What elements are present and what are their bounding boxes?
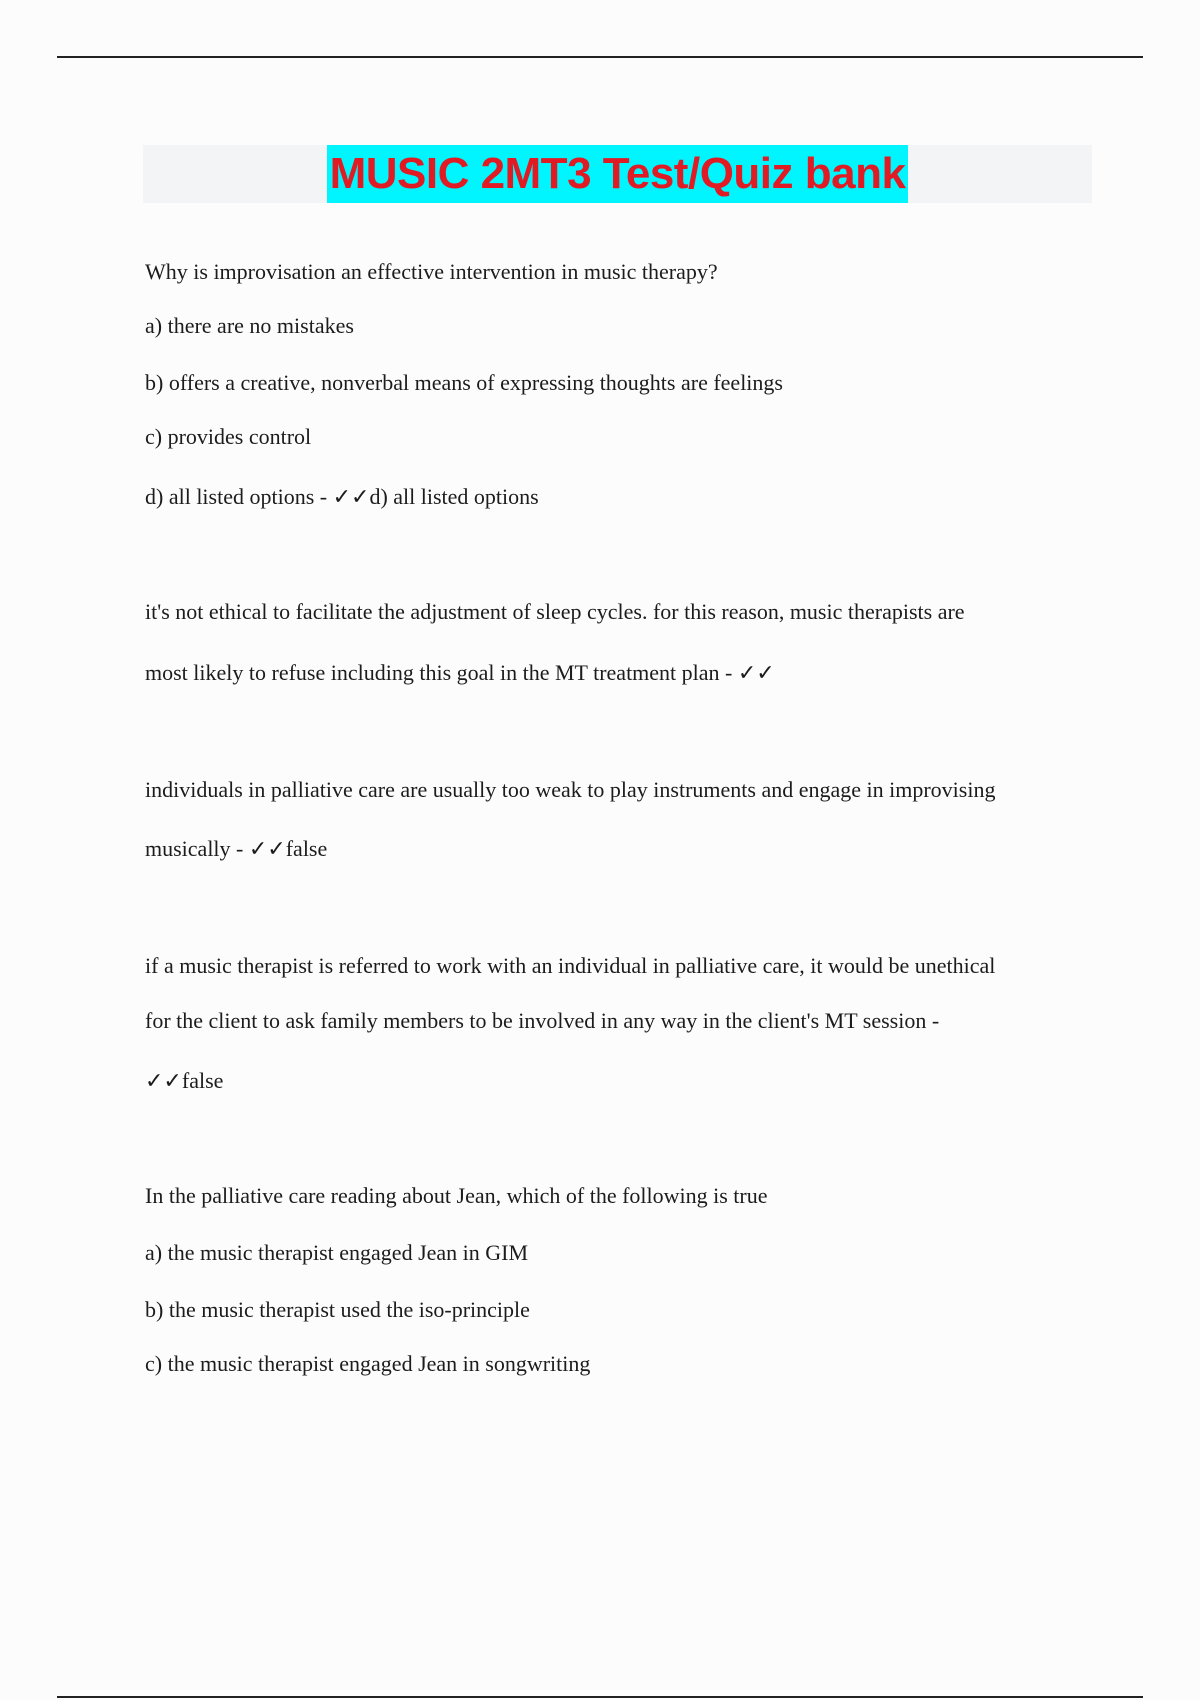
q5-option-a: a) the music therapist engaged Jean in GIM xyxy=(145,1240,529,1265)
q5-option-b: b) the music therapist used the iso-principle xyxy=(145,1297,530,1322)
title-band xyxy=(143,145,1092,203)
header-rule xyxy=(57,56,1143,58)
q3-line-2: musically - ✓✓false xyxy=(145,836,328,861)
q5-option-c: c) the music therapist engaged Jean in songwriting xyxy=(145,1351,591,1376)
q1-option-d-answer: d) all listed options - ✓✓d) all listed options xyxy=(145,484,539,509)
q1-option-b: b) offers a creative, nonverbal means of expressing thoughts are feelings xyxy=(145,370,783,395)
q1-option-c: c) provides control xyxy=(145,424,312,449)
q3-line-1: individuals in palliative care are usually too weak to play instruments and engage in improvising xyxy=(145,777,996,802)
q1-question: Why is improvisation an effective intervention in music therapy? xyxy=(145,259,718,284)
q5-question: In the palliative care reading about Jean, which of the following is true xyxy=(145,1183,768,1208)
q2-line-2: most likely to refuse including this goal in the MT treatment plan - ✓✓ xyxy=(145,660,775,685)
page-title: MUSIC 2MT3 Test/Quiz bank xyxy=(327,145,909,203)
q2-line-1: it's not ethical to facilitate the adjustment of sleep cycles. for this reason, music therapists are xyxy=(145,599,965,624)
q4-line-2: for the client to ask family members to be involved in any way in the client's MT session - xyxy=(145,1008,940,1033)
q4-line-3: ✓✓false xyxy=(145,1068,224,1093)
q4-line-1: if a music therapist is referred to work with an individual in palliative care, it would be unethical xyxy=(145,953,996,978)
q1-option-a: a) there are no mistakes xyxy=(145,313,354,338)
footer-rule xyxy=(57,1696,1143,1698)
